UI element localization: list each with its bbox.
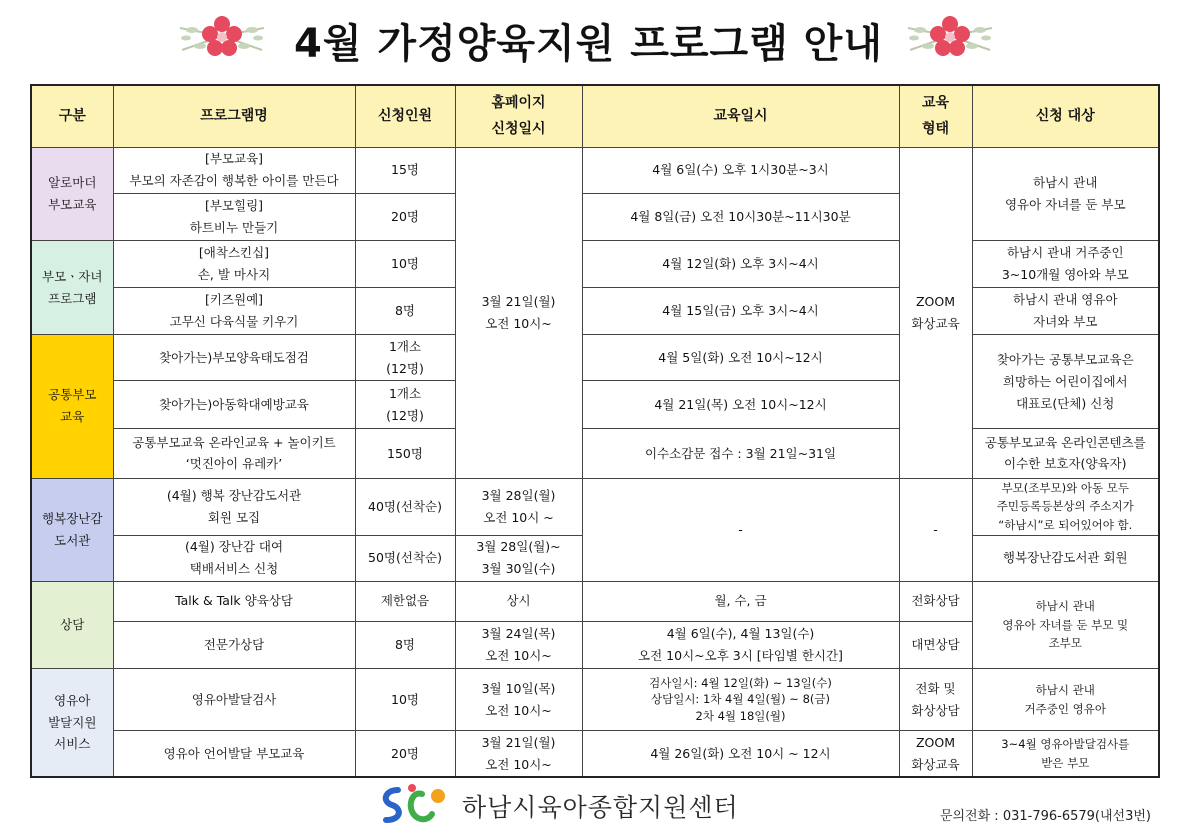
format-cell: - (899, 478, 972, 581)
apply-date-cell: 상시 (455, 581, 582, 621)
program-schedule-table (30, 84, 1160, 778)
category-cell: 공통부모 교육 (31, 335, 113, 478)
flower-decoration-icon (900, 6, 1000, 64)
capacity-cell: 50명(선착순) (355, 535, 455, 581)
organization-logo-icon (378, 782, 450, 828)
schedule-cell: 4월 15일(금) 오후 3시~4시 (582, 288, 899, 335)
program-cell: 전문가상담 (113, 621, 355, 668)
capacity-cell: 150명 (355, 429, 455, 478)
category-cell: 부모ㆍ자녀 프로그램 (31, 240, 113, 334)
target-cell: 3~4월 영유아발달검사를 받은 부모 (972, 731, 1159, 777)
capacity-cell: 40명(선착순) (355, 478, 455, 535)
capacity-cell: 10명 (355, 240, 455, 287)
schedule-cell: 4월 5일(화) 오전 10시~12시 (582, 335, 899, 381)
format-cell: 전화상담 (899, 581, 972, 621)
schedule-cell: 검사일시: 4월 12일(화) ~ 13일(수) 상담일시: 1차 4월 4일(월) ~ 8(금) 2차 4월 18일(월) (582, 669, 899, 731)
schedule-cell: 4월 12일(화) 오후 3시~4시 (582, 240, 899, 287)
program-cell: Talk & Talk 양육상담 (113, 581, 355, 621)
table-row (31, 669, 1159, 731)
capacity-cell: 10명 (355, 669, 455, 731)
header-category: 구분 (31, 85, 113, 147)
program-cell: [키즈원예] 고무신 다육식물 키우기 (113, 288, 355, 335)
schedule-cell: 월, 수, 금 (582, 581, 899, 621)
header-format: 교육 형태 (899, 85, 972, 147)
header-program: 프로그램명 (113, 85, 355, 147)
program-cell: 공통부모교육 온라인교육 + 놀이키트 ‘멋진아이 유레카’ (113, 429, 355, 478)
capacity-cell: 1개소 (12명) (355, 381, 455, 429)
capacity-cell: 15명 (355, 147, 455, 193)
format-cell: 대면상담 (899, 621, 972, 668)
contact-phone: 문의전화 : 031-796-6579(내선3번) (939, 809, 1151, 824)
schedule-cell: 4월 6일(수), 4월 13일(수) 오전 10시~오후 3시 [타임별 한시간] (582, 621, 899, 668)
header-schedule: 교육일시 (582, 85, 899, 147)
capacity-cell: 1개소 (12명) (355, 335, 455, 381)
table-row (31, 147, 1159, 193)
apply-date-cell: 3월 21일(월) 오전 10시~ (455, 147, 582, 478)
schedule-cell: 4월 26일(화) 오전 10시 ~ 12시 (582, 731, 899, 777)
header-capacity: 신청인원 (355, 85, 455, 147)
target-cell: 하남시 관내 거주중인 영유아 (972, 669, 1159, 731)
program-cell: (4월) 장난감 대여 택배서비스 신청 (113, 535, 355, 581)
target-cell: 행복장난감도서관 회원 (972, 535, 1159, 581)
table-row (31, 731, 1159, 777)
program-cell: 영유아발달검사 (113, 669, 355, 731)
program-cell: [부모교육] 부모의 자존감이 행복한 아이를 만든다 (113, 147, 355, 193)
table-row (31, 288, 1159, 335)
apply-date-cell: 3월 24일(목) 오전 10시~ (455, 621, 582, 668)
category-cell: 행복장난감 도서관 (31, 478, 113, 581)
schedule-cell: 4월 8일(금) 오전 10시30분~11시30분 (582, 193, 899, 240)
table-row (31, 581, 1159, 621)
schedule-cell: - (582, 478, 899, 581)
header-target: 신청 대상 (972, 85, 1159, 147)
target-cell: 하남시 관내 영유아 자녀를 둔 부모 (972, 147, 1159, 240)
title-row (0, 0, 1177, 78)
program-cell: 찾아가는)아동학대예방교육 (113, 381, 355, 429)
target-cell: 하남시 관내 거주중인 3~10개월 영아와 부모 (972, 240, 1159, 287)
apply-date-cell: 3월 28일(월)~ 3월 30일(수) (455, 535, 582, 581)
program-cell: (4월) 행복 장난감도서관 회원 모집 (113, 478, 355, 535)
format-cell: ZOOM 화상교육 (899, 147, 972, 478)
organization-name: 하남시육아종합지원센터 (462, 793, 739, 822)
target-cell: 공통부모교육 온라인콘텐츠를 이수한 보호자(양육자) (972, 429, 1159, 478)
capacity-cell: 20명 (355, 193, 455, 240)
target-cell: 찾아가는 공통부모교육은 희망하는 어린이집에서 대표로(단체) 신청 (972, 335, 1159, 429)
apply-date-cell: 3월 10일(목) 오전 10시~ (455, 669, 582, 731)
capacity-cell: 제한없음 (355, 581, 455, 621)
schedule-cell: 이수소감문 접수 : 3월 21일~31일 (582, 429, 899, 478)
schedule-cell: 4월 6일(수) 오후 1시30분~3시 (582, 147, 899, 193)
category-cell: 알로마더 부모교육 (31, 147, 113, 240)
organization-logo (378, 780, 758, 830)
target-cell: 부모(조부모)와 아동 모두 주민등록등본상의 주소지가 “하남시”로 되어있어야 함. (972, 478, 1159, 535)
header-apply: 홈페이지 신청일시 (455, 85, 582, 147)
format-cell: 전화 및 화상상담 (899, 669, 972, 731)
category-cell: 영유아 발달지원 서비스 (31, 669, 113, 777)
category-cell: 상담 (31, 581, 113, 668)
table-row (31, 335, 1159, 381)
capacity-cell: 8명 (355, 288, 455, 335)
format-cell: ZOOM 화상교육 (899, 731, 972, 777)
target-cell: 하남시 관내 영유아 자녀와 부모 (972, 288, 1159, 335)
capacity-cell: 20명 (355, 731, 455, 777)
capacity-cell: 8명 (355, 621, 455, 668)
apply-date-cell: 3월 21일(월) 오전 10시~ (455, 731, 582, 777)
program-cell: 영유아 언어발달 부모교육 (113, 731, 355, 777)
apply-date-cell: 3월 28일(월) 오전 10시 ~ (455, 478, 582, 535)
table-row (31, 429, 1159, 478)
header-row (31, 85, 1159, 147)
table-row (31, 478, 1159, 535)
program-cell: [애착스킨십] 손, 발 마사지 (113, 240, 355, 287)
program-cell: [부모힐링] 하트비누 만들기 (113, 193, 355, 240)
table-row (31, 240, 1159, 287)
page-title: 4월 가정양육지원 프로그램 안내 (294, 21, 883, 67)
target-cell: 하남시 관내 영유아 자녀를 둔 부모 및 조부모 (972, 581, 1159, 668)
program-cell: 찾아가는)부모양육태도점검 (113, 335, 355, 381)
schedule-cell: 4월 21일(목) 오전 10시~12시 (582, 381, 899, 429)
